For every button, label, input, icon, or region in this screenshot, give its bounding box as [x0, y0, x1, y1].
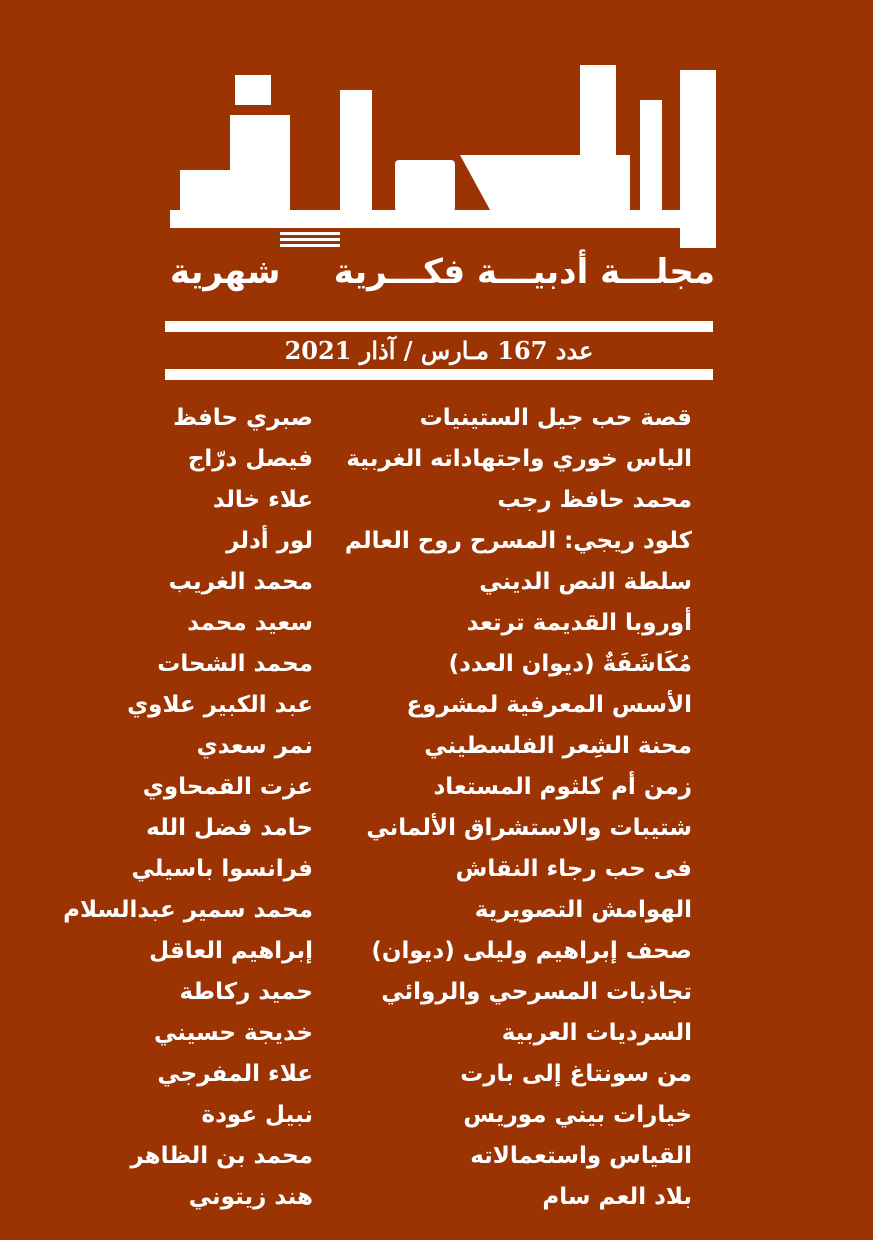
list-item	[0, 1054, 873, 1095]
article-title: قصة حب جيل الستينيات	[419, 405, 692, 431]
article-title: صحف إبراهيم وليلى (ديوان)	[371, 938, 692, 964]
article-title: شتيبات والاستشراق الألماني	[366, 815, 692, 841]
list-item	[0, 1177, 873, 1218]
article-author: علاء خالد	[212, 487, 313, 513]
article-title: مُكَاشَفَةٌ (ديوان العدد)	[448, 651, 692, 677]
article-title: فى حب رجاء النقاش	[455, 856, 692, 882]
list-item	[0, 890, 873, 931]
article-title: الأسس المعرفية لمشروع	[406, 692, 692, 718]
article-title: سلطة النص الديني	[479, 569, 692, 595]
article-author: لور أدلر	[226, 528, 313, 554]
article-author: محمد الغريب	[168, 569, 313, 595]
list-item	[0, 521, 873, 562]
article-title: تجاذبات المسرحي والروائي	[381, 979, 692, 1005]
subtitle-monthly: شهرية	[170, 252, 281, 292]
article-author: نبيل عودة	[201, 1102, 313, 1128]
article-title: خيارات بيني موريس	[463, 1102, 692, 1128]
article-author: محمد بن الظاهر	[130, 1143, 313, 1169]
article-author: إبراهيم العاقل	[149, 938, 313, 964]
article-author: نمر سعدي	[196, 733, 313, 759]
list-item	[0, 562, 873, 603]
magazine-subtitle	[160, 252, 715, 292]
article-title: الياس خوري واجتهاداته الغربية	[346, 446, 692, 472]
article-author: حامد فضل الله	[146, 815, 313, 841]
article-author: عبد الكبير علاوي	[127, 692, 313, 718]
list-item	[0, 972, 873, 1013]
article-author: محمد سمير عبدالسلام	[63, 897, 313, 923]
list-item	[0, 767, 873, 808]
article-author: هند زيتوني	[188, 1184, 313, 1210]
article-title: كلود ريجي: المسرح روح العالم	[344, 528, 692, 554]
article-author: عزت القمحاوي	[142, 774, 313, 800]
list-item	[0, 1095, 873, 1136]
article-author: علاء المفرجي	[157, 1061, 313, 1087]
article-author: فرانسوا باسيلي	[131, 856, 313, 882]
article-title: محنة الشِعر الفلسطيني	[424, 733, 692, 759]
table-of-contents	[0, 398, 873, 1218]
list-item	[0, 1013, 873, 1054]
article-author: فيصل درّاج	[187, 446, 313, 472]
article-title: بلاد العم سام	[542, 1184, 692, 1210]
bottom-rule	[165, 369, 713, 380]
article-author: محمد الشحات	[157, 651, 313, 677]
logo-mark	[160, 60, 720, 250]
article-title: أوروبا القديمة ترتعد	[466, 610, 692, 636]
list-item	[0, 849, 873, 890]
list-item	[0, 1136, 873, 1177]
article-title: من سونتاغ إلى بارت	[460, 1061, 692, 1087]
article-author: صبري حافظ	[173, 405, 313, 431]
list-item	[0, 808, 873, 849]
top-rule	[165, 321, 713, 332]
issue-line: عدد 167 مـارس / آذار 2021	[284, 336, 594, 365]
article-author: حميد ركاطة	[179, 979, 313, 1005]
list-item	[0, 439, 873, 480]
list-item	[0, 398, 873, 439]
list-item	[0, 931, 873, 972]
logo-text: الكلمة	[160, 60, 163, 61]
list-item	[0, 603, 873, 644]
article-title: زمن أم كلثوم المستعاد	[433, 774, 692, 800]
subtitle-text: مجلـــة أدبيـــة فكـــرية	[333, 252, 715, 292]
article-author: خديجة حسيني	[153, 1020, 313, 1046]
list-item	[0, 644, 873, 685]
article-title: الهوامش التصويرية	[474, 897, 692, 923]
article-title: السرديات العربية	[501, 1020, 692, 1046]
article-title: القياس واستعمالاته	[470, 1143, 692, 1169]
list-item	[0, 726, 873, 767]
article-author: سعيد محمد	[187, 610, 313, 636]
article-title: محمد حافظ رجب	[497, 487, 692, 513]
list-item	[0, 480, 873, 521]
list-item	[0, 685, 873, 726]
